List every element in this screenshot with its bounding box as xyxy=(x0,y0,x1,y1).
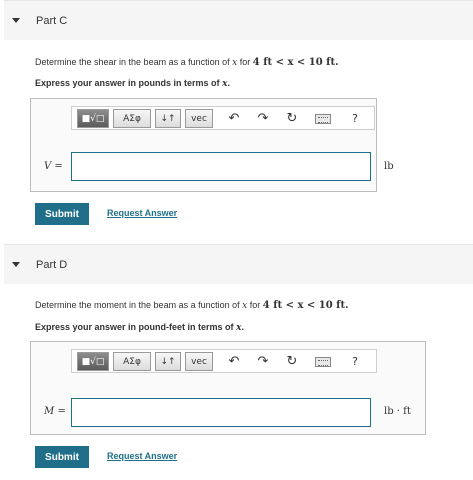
undo-icon[interactable]: ↶ xyxy=(228,353,240,369)
variable-label: V = xyxy=(44,161,63,172)
part-c-header[interactable] xyxy=(4,0,473,40)
unit-label: lb · ft xyxy=(384,406,411,417)
part-c-question: Determine the shear in the beam as a function of x for 4 ft < x < 10 ft. xyxy=(35,57,339,68)
part-c-title: Part C xyxy=(36,14,68,27)
keyboard-icon[interactable] xyxy=(315,114,331,124)
help-button[interactable]: ? xyxy=(352,354,358,368)
part-d-header[interactable] xyxy=(4,244,473,284)
collapse-caret-icon[interactable] xyxy=(12,18,20,23)
answer-input[interactable] xyxy=(71,398,371,427)
part-c-instruction: Express your answer in pounds in terms of x. xyxy=(35,78,230,89)
arrows-button[interactable]: ↓↑ xyxy=(155,352,181,371)
answer-input[interactable] xyxy=(71,152,371,181)
arrows-button[interactable]: ↓↑ xyxy=(155,109,181,128)
reset-icon[interactable]: ↻ xyxy=(286,353,298,369)
templates-button[interactable]: ■√□ xyxy=(77,352,109,371)
help-button[interactable]: ? xyxy=(352,111,358,125)
part-d-title: Part D xyxy=(36,258,68,271)
greek-symbols-button[interactable]: ΑΣφ xyxy=(113,352,151,371)
submit-button[interactable]: Submit xyxy=(35,446,89,468)
greek-symbols-button[interactable]: ΑΣφ xyxy=(113,109,151,128)
undo-icon[interactable]: ↶ xyxy=(228,110,240,126)
vector-button[interactable]: vec xyxy=(185,109,213,128)
redo-icon[interactable]: ↷ xyxy=(257,353,269,369)
request-answer-link[interactable]: Request Answer xyxy=(107,208,178,218)
vector-button[interactable]: vec xyxy=(185,352,213,371)
math-toolbar xyxy=(71,349,377,373)
part-d-question: Determine the moment in the beam as a function of x for 4 ft < x < 10 ft. xyxy=(35,300,349,311)
part-c-answer-editor xyxy=(30,98,394,192)
collapse-caret-icon[interactable] xyxy=(12,262,20,267)
part-d-instruction: Express your answer in pound-feet in terms of x. xyxy=(35,322,244,333)
unit-label: lb xyxy=(384,161,394,172)
part-d-answer-editor xyxy=(30,341,426,435)
templates-button[interactable]: ■√□ xyxy=(77,109,109,128)
math-toolbar xyxy=(71,106,375,130)
redo-icon[interactable]: ↷ xyxy=(257,110,269,126)
keyboard-icon[interactable] xyxy=(315,357,331,367)
reset-icon[interactable]: ↻ xyxy=(286,110,298,126)
request-answer-link[interactable]: Request Answer xyxy=(107,451,178,461)
submit-button[interactable]: Submit xyxy=(35,203,89,225)
variable-label: M = xyxy=(44,406,66,417)
